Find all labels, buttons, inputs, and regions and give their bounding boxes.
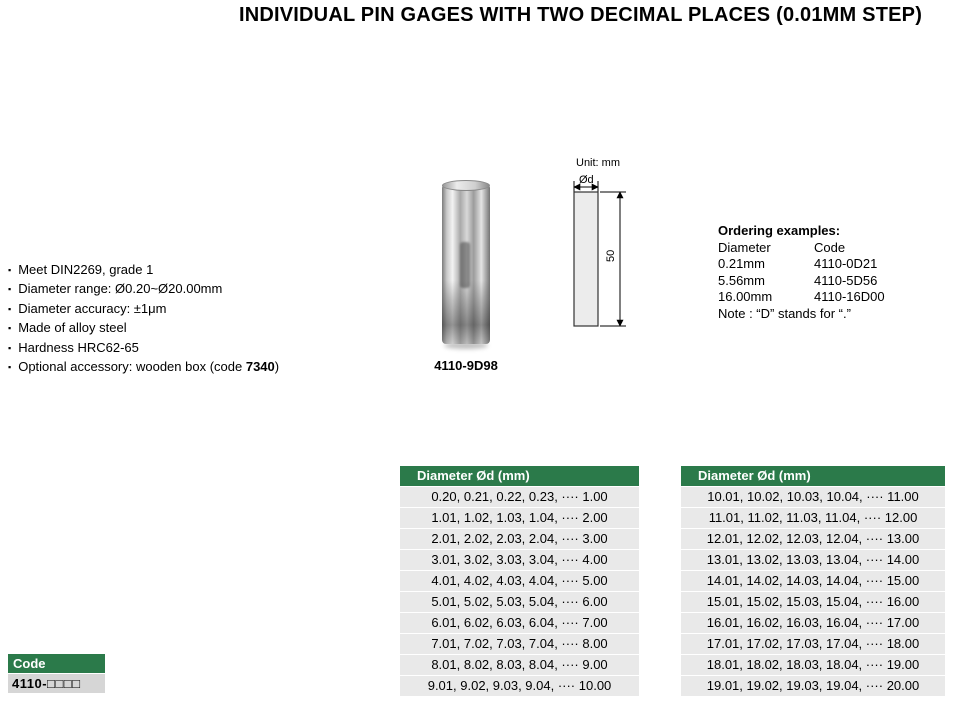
dimension-drawing (556, 154, 686, 344)
ordering-code: 4110-0D21 (814, 256, 878, 272)
pin-top (442, 180, 490, 191)
ordering-row (718, 289, 958, 305)
bullet-icon: ▪ (8, 265, 12, 275)
feature-text: Diameter range: Ø0.20~Ø20.00mm (18, 281, 223, 297)
table-row: 1.01, 1.02, 1.03, 1.04, ···· 2.00 (400, 508, 639, 528)
table-row: 14.01, 14.02, 14.03, 14.04, ···· 15.00 (681, 571, 945, 591)
feature-item (8, 261, 279, 280)
feature-item (8, 280, 279, 299)
code-header: Code (8, 654, 105, 673)
feature-item (8, 358, 279, 377)
feature-text: Meet DIN2269, grade 1 (18, 262, 154, 277)
ordering-diameter: 16.00mm (718, 288, 773, 304)
table-row: 10.01, 10.02, 10.03, 10.04, ···· 11.00 (681, 487, 945, 507)
feature-text (18, 358, 279, 375)
ordering-title: Ordering examples: (718, 223, 841, 238)
table-row: 5.01, 5.02, 5.03, 5.04, ···· 6.00 (400, 592, 639, 612)
table-row: 16.01, 16.02, 16.03, 16.04, ···· 17.00 (681, 613, 945, 633)
table-row: 2.01, 2.02, 2.03, 2.04, ···· 3.00 (400, 529, 639, 549)
table-row: 11.01, 11.02, 11.03, 11.04, ···· 12.00 (681, 508, 945, 528)
ordering-code: 4110-5D56 (814, 272, 878, 288)
feature-item (8, 300, 279, 319)
table-row: 13.01, 13.02, 13.03, 13.04, ···· 14.00 (681, 550, 945, 570)
table-row: 0.20, 0.21, 0.22, 0.23, ···· 1.00 (400, 487, 639, 507)
feature-text-suffix: ) (274, 359, 280, 375)
pin-gage-photo (442, 180, 490, 346)
feature-text: Hardness HRC62-65 (18, 339, 139, 355)
table-row: 12.01, 12.02, 12.03, 12.04, ···· 13.00 (681, 529, 945, 549)
product-code-caption: 4110-9D98 (434, 358, 498, 373)
code-block (8, 654, 105, 693)
accessory-code: 7340 (245, 359, 275, 375)
ordering-note: Note : “D” stands for “.” (718, 306, 851, 322)
table-row: 3.01, 3.02, 3.03, 3.04, ···· 4.00 (400, 550, 639, 570)
ordering-col-diameter: Diameter (718, 240, 771, 256)
table-row: 4.01, 4.02, 4.03, 4.04, ···· 5.00 (400, 571, 639, 591)
pin-engraving (460, 242, 470, 288)
height-label: 50 (605, 249, 617, 262)
table-row: 6.01, 6.02, 6.03, 6.04, ···· 7.00 (400, 613, 639, 633)
feature-text-prefix: Optional accessory: wooden box (code (18, 359, 246, 375)
table-row: 18.01, 18.02, 18.03, 18.04, ···· 19.00 (681, 655, 945, 675)
ordering-header-row (718, 240, 958, 256)
ordering-examples (718, 223, 958, 322)
diameter-table-1 (400, 466, 639, 696)
table-row: 17.01, 17.02, 17.03, 17.04, ···· 18.00 (681, 634, 945, 654)
diameter-table-2 (681, 466, 945, 696)
pin-outline (574, 192, 598, 326)
table-row: 8.01, 8.02, 8.03, 8.04, ···· 9.00 (400, 655, 639, 675)
feature-item (8, 339, 279, 358)
code-value: 4110-□□□□ (8, 674, 105, 693)
ordering-code: 4110-16D00 (814, 288, 885, 304)
feature-text: Diameter accuracy: ±1μm (18, 300, 167, 316)
unit-label: Unit: mm (576, 157, 620, 169)
bullet-icon: ▪ (8, 303, 12, 314)
table-row: 19.01, 19.02, 19.03, 19.04, ···· 20.00 (681, 676, 945, 696)
feature-text: Made of alloy steel (18, 320, 127, 336)
diameter-label: Ød (579, 174, 594, 186)
ordering-diameter: 0.21mm (718, 256, 765, 272)
ordering-col-code: Code (814, 240, 846, 256)
ordering-row (718, 256, 958, 272)
page-title: INDIVIDUAL PIN GAGES WITH TWO DECIMAL PLACES (0.01MM STEP) (238, 4, 923, 26)
table-row: 9.01, 9.02, 9.03, 9.04, ···· 10.00 (400, 676, 639, 696)
table-row: 7.01, 7.02, 7.03, 7.04, ···· 8.00 (400, 634, 639, 654)
bullet-icon: ▪ (8, 342, 12, 353)
table-header: Diameter Ød (mm) (681, 466, 945, 486)
bullet-icon: ▪ (8, 323, 12, 334)
bullet-icon: ▪ (8, 362, 12, 373)
feature-list (8, 261, 279, 377)
table-row: 15.01, 15.02, 15.03, 15.04, ···· 16.00 (681, 592, 945, 612)
bullet-icon: ▪ (8, 284, 12, 295)
table-header: Diameter Ød (mm) (400, 466, 639, 486)
ordering-diameter: 5.56mm (718, 272, 765, 288)
ordering-row (718, 273, 958, 289)
feature-item (8, 319, 279, 338)
